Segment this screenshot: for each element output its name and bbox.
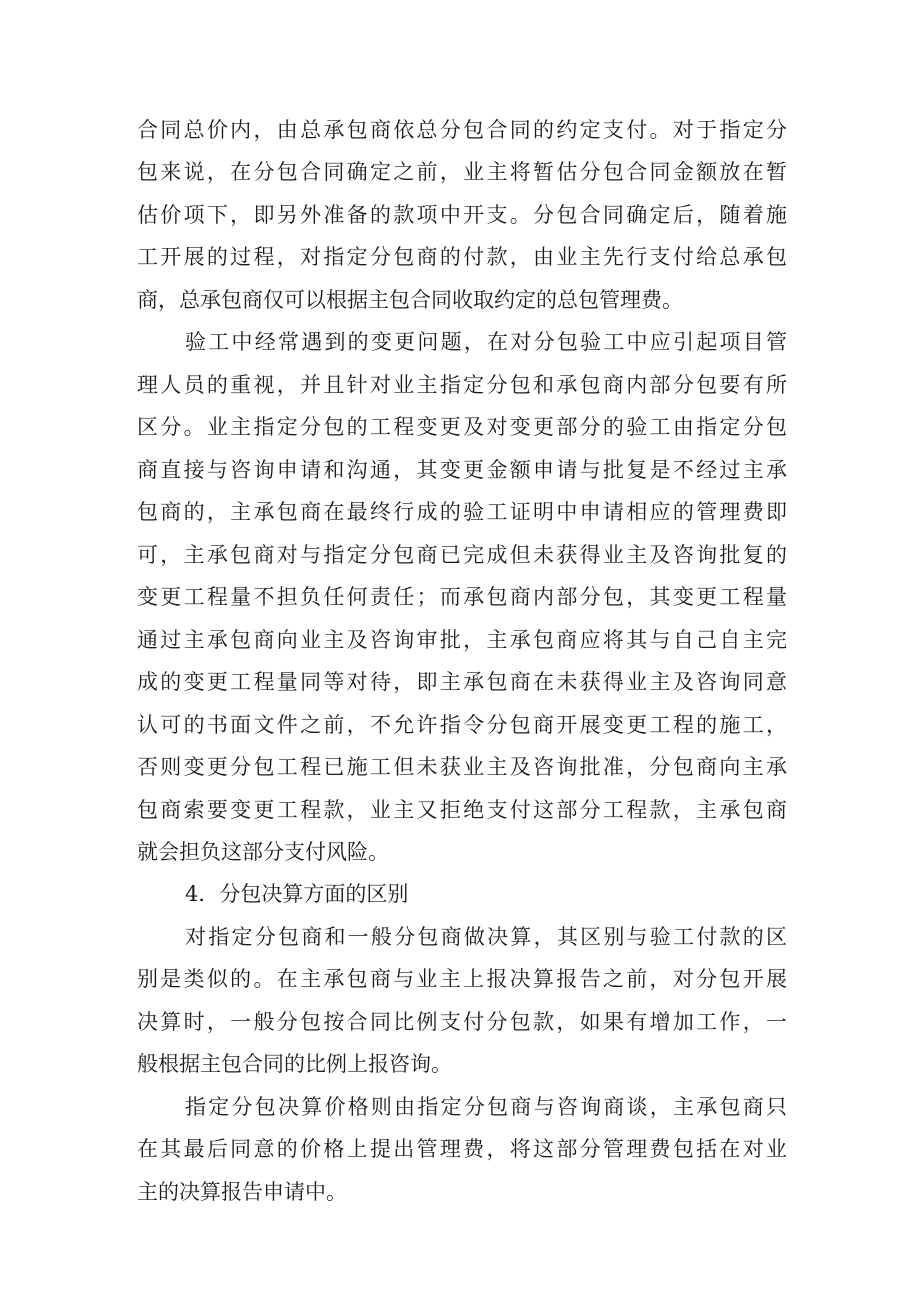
paragraph-line: 可，主承包商对与指定分包商已完成但未获得业主及咨询批复的 [137, 543, 787, 567]
paragraph-line: 理人员的重视，并且针对业主指定分包和承包商内部分包要有所 [137, 373, 787, 397]
paragraph-line: 般根据主包合同的比例上报咨询。 [137, 1052, 452, 1076]
paragraph-line: 否则变更分包工程已施工但未获业主及咨询批准，分包商向主承 [137, 755, 787, 779]
paragraph-line: 对指定分包商和一般分包商做决算，其区别与验工付款的区 [185, 925, 787, 949]
paragraph-line: 通过主承包商向业主及咨询审批，主承包商应将其与自己自主完 [137, 628, 787, 652]
paragraph-line: 工开展的过程，对指定分包商的付款，由业主先行支付给总承包 [137, 245, 787, 269]
paragraph-line: 别是类似的。在主承包商与业主上报决算报告之前，对分包开展 [137, 967, 787, 991]
paragraph-line: 指定分包决算价格则由指定分包商与咨询商谈，主承包商只 [185, 1095, 787, 1119]
paragraph-line: 主的决算报告申请中。 [137, 1180, 347, 1204]
paragraph-line: 验工中经常遇到的变更问题，在对分包验工中应引起项目管 [185, 330, 787, 354]
paragraph-line: 包来说，在分包合同确定之前，业主将暂估分包合同金额放在暂 [137, 160, 787, 184]
paragraph-line: 成的变更工程量同等对待，即主承包商在未获得业主及咨询同意 [137, 670, 787, 694]
paragraph-line: 商直接与咨询申请和沟通，其变更金额申请与批复是不经过主承 [137, 458, 787, 482]
paragraph-line: 包商索要变更工程款，业主又拒绝支付这部分工程款，主承包商 [137, 798, 787, 822]
paragraph-line: 包商的，主承包商在最终行成的验工证明中申请相应的管理费即 [137, 500, 787, 524]
paragraph-line: 商，总承包商仅可以根据主包合同收取约定的总包管理费。 [137, 288, 683, 312]
paragraph-line: 估价项下，即另外准备的款项中开支。分包合同确定后，随着施 [137, 203, 787, 227]
paragraph-line: 变更工程量不担负任何责任；而承包商内部分包，其变更工程量 [137, 585, 787, 609]
paragraph-line: 在其最后同意的价格上提出管理费，将这部分管理费包括在对业 [137, 1137, 787, 1161]
paragraph-line: 合同总价内，由总承包商依总分包合同的约定支付。对于指定分 [137, 118, 787, 142]
paragraph-line: 就会担负这部分支付风险。 [137, 840, 389, 864]
paragraph-line: 区分。业主指定分包的工程变更及对变更部分的验工由指定分包 [137, 415, 787, 439]
paragraph-line: 认可的书面文件之前，不允许指令分包商开展变更工程的施工， [137, 713, 787, 737]
section-heading: 4．分包决算方面的区别 [185, 882, 409, 906]
paragraph-line: 决算时，一般分包按合同比例支付分包款，如果有增加工作，一 [137, 1010, 787, 1034]
